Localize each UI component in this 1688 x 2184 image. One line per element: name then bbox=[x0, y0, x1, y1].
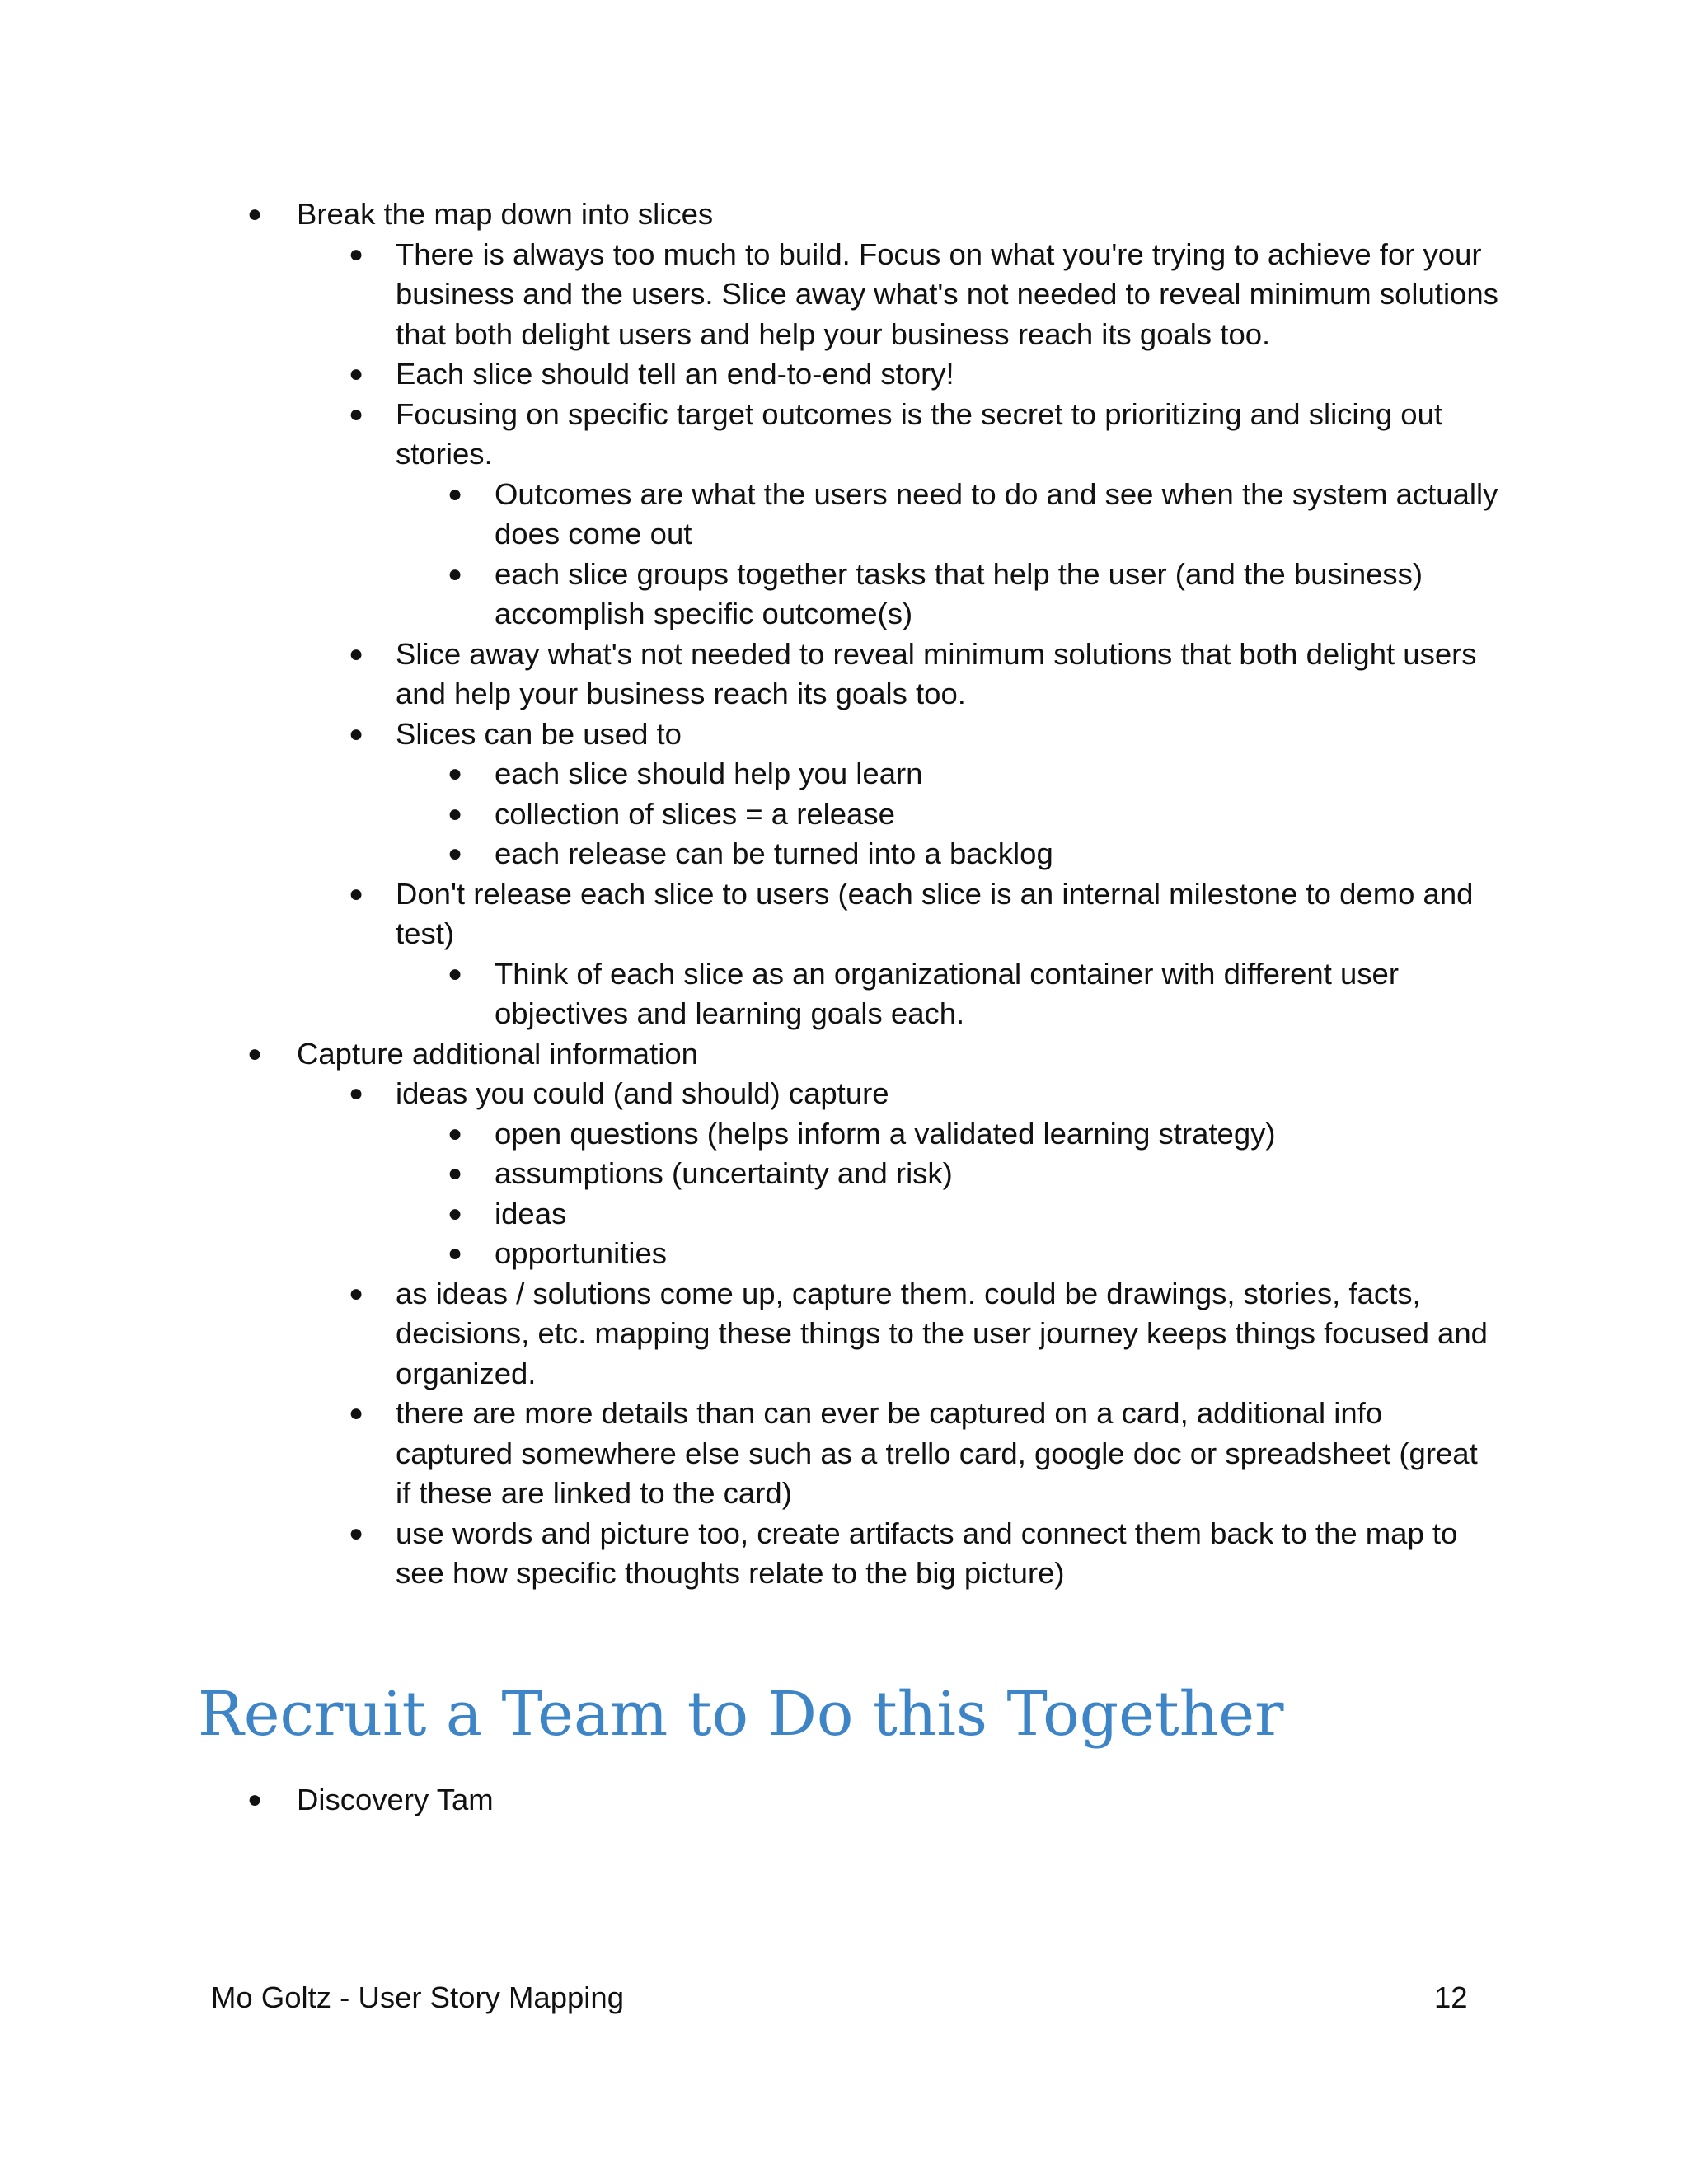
footer-page-number: 12 bbox=[1434, 1980, 1468, 2014]
bullet-icon: ● bbox=[448, 959, 463, 987]
list-item-level-3 bbox=[247, 1114, 1500, 1155]
list-item-text: Capture additional information bbox=[297, 1036, 698, 1071]
bullet-icon: ● bbox=[349, 1399, 364, 1427]
bullet-icon: ● bbox=[448, 1240, 463, 1267]
list-item-text: Break the map down into slices bbox=[297, 197, 714, 231]
list-item-level-3 bbox=[247, 475, 1500, 555]
list-item-level-2 bbox=[247, 395, 1500, 635]
level-2-list bbox=[247, 1074, 1500, 1594]
list-item-text: ideas bbox=[495, 1196, 567, 1230]
bullet-icon: ● bbox=[448, 799, 463, 827]
level-3-list bbox=[247, 475, 1500, 635]
list-item-text: Think of each slice as an organizational container with different user objectives and learning goals each. bbox=[495, 956, 1399, 1030]
list-item-level-3 bbox=[247, 555, 1500, 635]
bullet-icon: ● bbox=[349, 719, 364, 748]
level-3-list bbox=[247, 754, 1500, 874]
level-3-list bbox=[247, 1114, 1500, 1274]
list-item-level-3 bbox=[247, 954, 1500, 1034]
list-item-text: as ideas / solutions come up, capture them. could be drawings, stories, facts, decisions, etc. mapping these things to the user journey keeps things focused and organized. bbox=[396, 1276, 1488, 1390]
bullet-icon: ● bbox=[349, 240, 364, 268]
list-item-text: use words and picture too, create artifacts and connect them back to the map to see how specific thoughts relate to the big picture) bbox=[396, 1516, 1458, 1590]
list-item-level-2 bbox=[247, 1074, 1500, 1274]
list-item-text: Slice away what's not needed to reveal minimum solutions that both delight users and help your business reach its goals too. bbox=[396, 636, 1477, 710]
bullet-icon: ● bbox=[247, 1786, 263, 1813]
bullet-icon: ● bbox=[247, 200, 263, 227]
list-item-text: There is always too much to build. Focus on what you're trying to achieve for your business and the users. Slice away what's not needed to reveal minimum solutions that both delight users and help your business reach its goals too. bbox=[396, 237, 1498, 351]
list-item-level-2 bbox=[247, 1514, 1500, 1594]
list-item-level-3 bbox=[247, 1154, 1500, 1194]
list-item-level-2 bbox=[247, 354, 1500, 395]
list-item-level-1 bbox=[247, 194, 1500, 1034]
bullet-icon: ● bbox=[349, 1519, 364, 1547]
bullet-icon: ● bbox=[448, 1199, 463, 1227]
bullet-icon: ● bbox=[349, 879, 364, 907]
list-item-level-1 bbox=[247, 1780, 1500, 1821]
section-heading: Recruit a Team to Do this Together bbox=[198, 1679, 1284, 1750]
bullet-icon: ● bbox=[448, 560, 463, 588]
list-item-text: collection of slices = a release bbox=[495, 796, 895, 831]
list-item-level-3 bbox=[247, 1194, 1500, 1235]
list-item-text: each release can be turned into a backlog bbox=[495, 837, 1053, 870]
list-item-text: open questions (helps inform a validated learning strategy) bbox=[495, 1116, 1276, 1151]
level-1-list bbox=[247, 194, 1500, 1594]
bullet-icon: ● bbox=[448, 840, 463, 867]
list-item-text: Don't release each slice to users (each slice is an internal milestone to demo and test) bbox=[396, 876, 1474, 950]
level-2-list bbox=[247, 235, 1500, 1034]
list-item-level-3 bbox=[247, 1234, 1500, 1274]
list-item-text: Each slice should tell an end-to-end story! bbox=[396, 357, 954, 391]
bullet-icon: ● bbox=[349, 640, 364, 668]
list-item-level-2 bbox=[247, 1394, 1500, 1514]
list-item-text: each slice groups together tasks that help the user (and the business) accomplish specific outcome(s) bbox=[495, 556, 1423, 630]
bullet-icon: ● bbox=[349, 400, 364, 428]
list-item-level-3 bbox=[247, 794, 1500, 835]
bullet-icon: ● bbox=[349, 360, 364, 387]
bullet-icon: ● bbox=[448, 1119, 463, 1147]
bullet-icon: ● bbox=[247, 1039, 263, 1067]
list-item-level-2 bbox=[247, 715, 1500, 874]
footer-title: Mo Goltz - User Story Mapping bbox=[211, 1980, 625, 2014]
list-item-text: Outcomes are what the users need to do and see when the system actually does come out bbox=[495, 476, 1498, 551]
list-item-level-3 bbox=[247, 754, 1500, 794]
list-item-text: assumptions (uncertainty and risk) bbox=[495, 1156, 953, 1190]
list-item-level-2 bbox=[247, 635, 1500, 715]
bullet-icon: ● bbox=[448, 480, 463, 508]
list-item-level-2 bbox=[247, 235, 1500, 355]
bullet-icon: ● bbox=[448, 1160, 463, 1187]
bullet-icon: ● bbox=[349, 1080, 364, 1107]
bullet-icon: ● bbox=[448, 760, 463, 787]
main-bullet-list bbox=[247, 194, 1500, 1594]
list-item-level-2 bbox=[247, 874, 1500, 1034]
list-item-text: opportunities bbox=[495, 1236, 668, 1270]
list-item-text: there are more details than can ever be captured on a card, additional info captured somewhere else such as a trello card, google doc or spreadsheet (great if these are linked to the card) bbox=[396, 1396, 1478, 1510]
bullet-icon: ● bbox=[349, 1279, 364, 1307]
level-1-list-after-heading bbox=[247, 1780, 1500, 1821]
list-item-text: ideas you could (and should) capture bbox=[396, 1076, 889, 1110]
list-item-level-1 bbox=[247, 1034, 1500, 1594]
level-3-list bbox=[247, 954, 1500, 1034]
after-heading-list bbox=[247, 1780, 1500, 1821]
list-item-text: Slices can be used to bbox=[396, 716, 682, 751]
list-item-level-2 bbox=[247, 1274, 1500, 1394]
list-item-text: Discovery Tam bbox=[297, 1783, 494, 1816]
list-item-level-3 bbox=[247, 834, 1500, 874]
list-item-text: Focusing on specific target outcomes is the secret to prioritizing and slicing out stories. bbox=[396, 396, 1443, 471]
list-item-text: each slice should help you learn bbox=[495, 757, 923, 790]
